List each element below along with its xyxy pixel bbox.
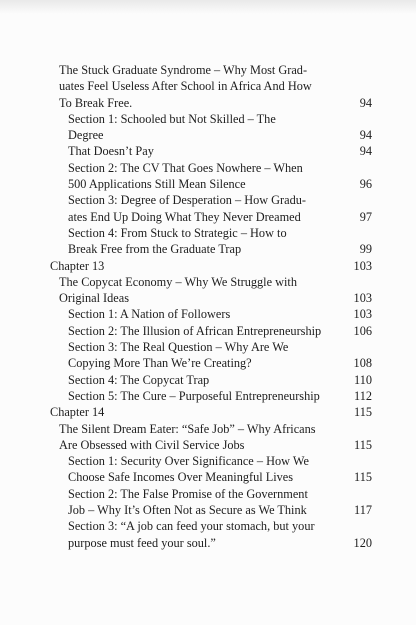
- toc-page-number: 103: [353, 307, 372, 322]
- toc-entry-section-1[interactable]: Section 1: Schooled but Not Skilled – The Degree 94: [68, 111, 372, 143]
- toc-page-number: 94: [359, 95, 372, 110]
- toc-page-number: 115: [354, 470, 372, 485]
- toc-page-number: 115: [354, 437, 372, 452]
- toc-entry-chapter-14[interactable]: Chapter 14 115: [50, 405, 372, 420]
- toc-page-number: 97: [359, 209, 372, 224]
- toc-entry-section-4[interactable]: Section 4: From Stuck to Strategic – How to Break Free from the Graduate Trap 99: [68, 225, 372, 257]
- toc-entry-section-3[interactable]: Section 3: The Real Question – Why Are We Copying More Than We’re Creating? 108: [68, 340, 372, 371]
- toc-page-number: 112: [354, 388, 372, 403]
- toc-entry-section-2[interactable]: Section 2: The False Promise of the Government Job – Why It’s Often Not as Secure as We Think 117: [68, 486, 372, 518]
- toc-entry-section-1-cont[interactable]: That Doesn’t Pay 94: [68, 144, 372, 159]
- toc-entry-section-3[interactable]: Section 3: “A job can feed your stomach, but your purpose must feed your soul.” 120: [68, 519, 372, 550]
- toc-entry-section-3[interactable]: Section 3: Degree of Desperation – How Gradu- ates End Up Doing What They Never Dreamed 97: [68, 193, 372, 224]
- toc-entry-section-5[interactable]: Section 5: The Cure – Purposeful Entrepreneurship 112: [68, 388, 372, 403]
- toc-page-number: 99: [359, 242, 372, 257]
- toc-page-number: 110: [354, 372, 372, 387]
- toc-entry-section-1[interactable]: Section 1: Security Over Significance – How We Choose Safe Incomes Over Meaningful Lives 115: [68, 454, 372, 485]
- page-top-shadow: [0, 0, 416, 14]
- toc-entry-section-2[interactable]: Section 2: The Illusion of African Entrepreneurship 106: [68, 323, 372, 338]
- toc-page-number: 103: [353, 291, 372, 306]
- toc-page-number: 103: [353, 258, 372, 273]
- toc-page-number: 106: [353, 323, 372, 338]
- toc-page-number: 120: [353, 535, 372, 550]
- toc-page-number: 117: [354, 503, 372, 518]
- table-of-contents: [50, 62, 372, 551]
- toc-entry-stuck-graduate-syndrome[interactable]: The Stuck Graduate Syndrome – Why Most Grad- uates Feel Useless After School in Africa And How To Break Free. 94: [59, 63, 372, 110]
- toc-page-number: 108: [353, 356, 372, 371]
- toc-page-number: 96: [359, 177, 372, 192]
- toc-page-number: 115: [354, 405, 372, 420]
- toc-entry-section-1[interactable]: Section 1: A Nation of Followers 103: [68, 307, 372, 322]
- toc-entry-chapter-13[interactable]: Chapter 13 103: [50, 258, 372, 273]
- toc-page-number: 94: [359, 144, 372, 159]
- toc-entry-section-2[interactable]: Section 2: The CV That Goes Nowhere – When 500 Applications Still Mean Silence 96: [68, 160, 372, 192]
- toc-entry-copycat-economy[interactable]: The Copycat Economy – Why We Struggle with Original Ideas 103: [59, 274, 372, 306]
- toc-entry-silent-dream-eater[interactable]: The Silent Dream Eater: “Safe Job” – Why Africans Are Obsessed with Civil Service Jobs 115: [59, 421, 372, 452]
- toc-page-number: 94: [359, 128, 372, 143]
- toc-entry-section-4[interactable]: Section 4: The Copycat Trap 110: [68, 372, 372, 387]
